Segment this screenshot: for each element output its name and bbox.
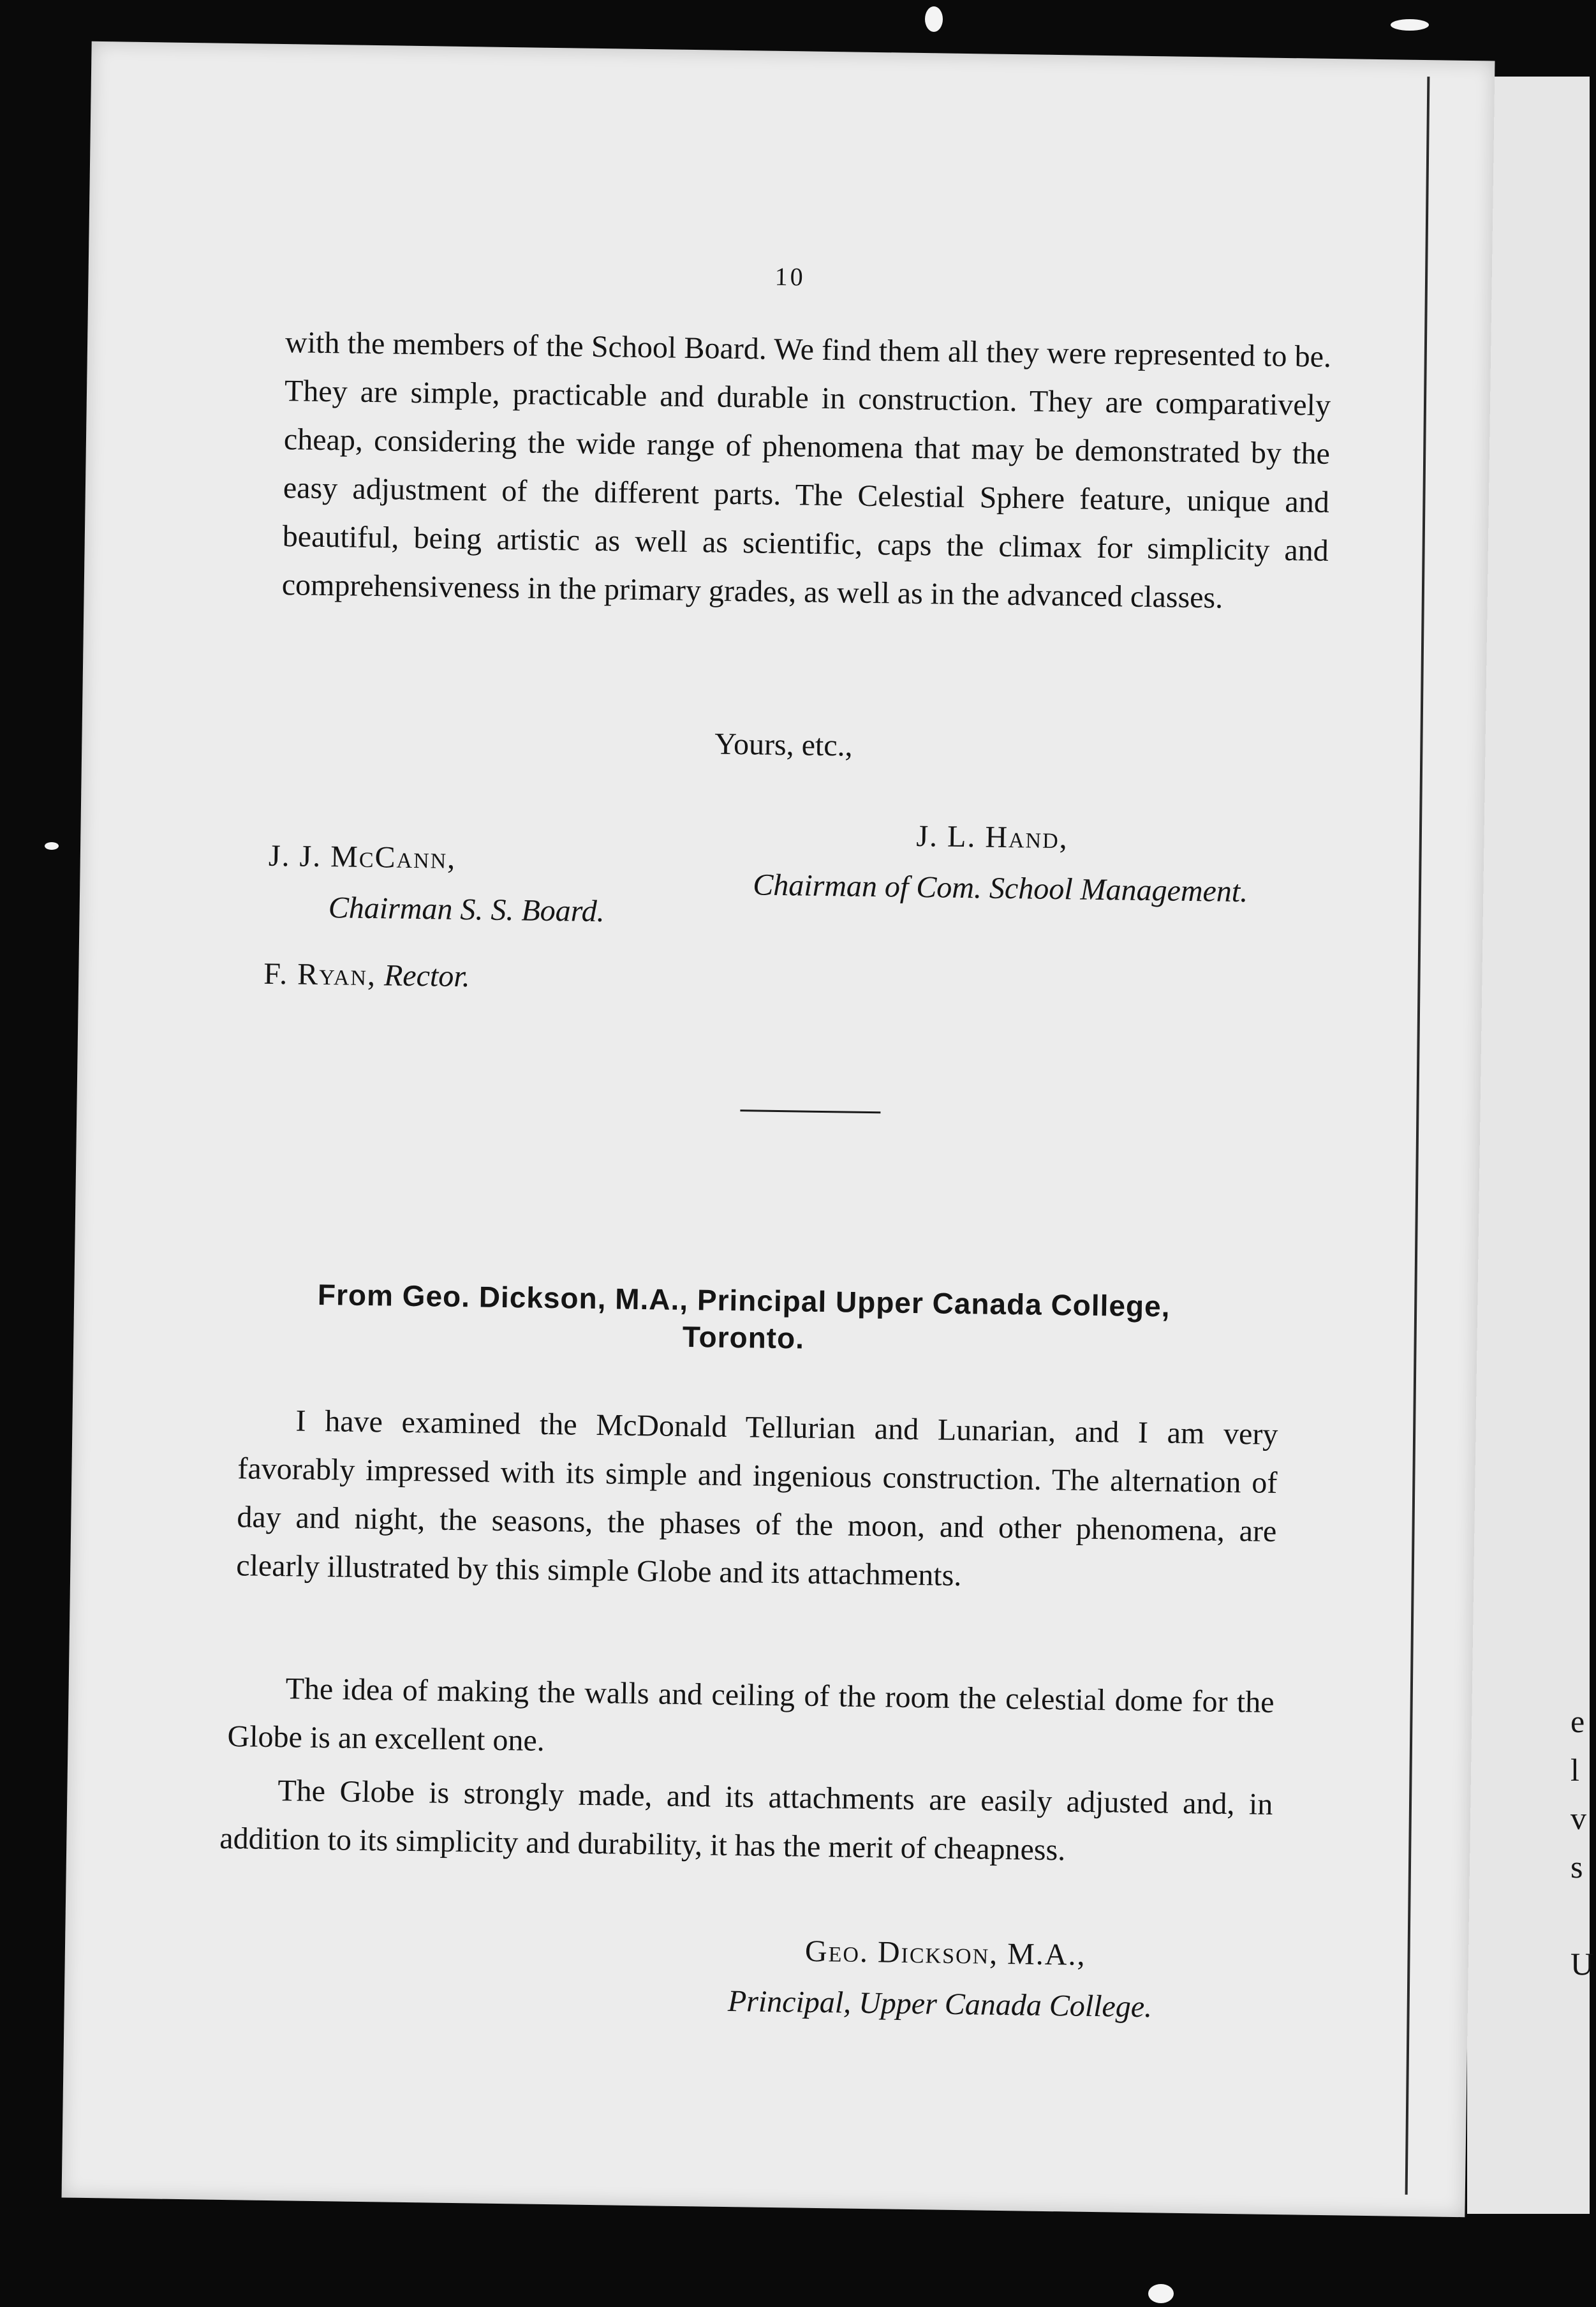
signature-dickson-name <box>805 1934 1086 1973</box>
letter-closing: Yours, etc., <box>714 727 853 763</box>
adjacent-page-letters <box>1570 1697 1596 1988</box>
signature-hand-name <box>916 819 1068 856</box>
signature-mccann-name <box>269 838 457 876</box>
dickson-paragraph-3: The Globe is strongly made, and its attachments are easily adjusted and, in addition to its simplicity and durability, it has the merit of cheapness. <box>219 1774 1273 1867</box>
adjacent-letter: v <box>1570 1800 1586 1836</box>
signatory-name: Geo. Dickson, M.A., <box>804 1934 1086 1972</box>
signatory-name: J. J. McCann, <box>268 838 457 875</box>
adjacent-letter: e <box>1570 1703 1585 1739</box>
signature-dickson-title: Principal, Upper Canada College. <box>727 1984 1153 2024</box>
signatory-name: J. L. Hand, <box>916 819 1069 856</box>
letter-paragraph: with the members of the School Board. We find them all they were represented to be. They are simple, practicable and durable in construction. They are comparatively cheap, considering the wide range of phenomena that may be demonstrated by the easy adjustment of the different parts. The Celestial Sphere feature, unique and beautiful, being artistic as well as scientific, caps the climax for simplicity and comprehensiveness in the primary grades, as well as in the advanced classes. <box>281 325 1332 615</box>
signature-ryan <box>263 956 470 995</box>
document-page <box>62 41 1495 2217</box>
adjacent-letter: s <box>1570 1849 1583 1885</box>
section-divider <box>740 1109 880 1113</box>
signature-mccann-title: Chairman S. S. Board. <box>328 891 605 929</box>
adjacent-letter: U <box>1570 1946 1594 1982</box>
scan-speck <box>45 842 59 850</box>
dickson-paragraph-2: The idea of making the walls and ceiling of the room the celestial dome for the Globe is an excellent one. <box>227 1672 1275 1758</box>
section-heading: From Geo. Dickson, M.A., Principal Upper Canada College, Toronto. <box>317 1277 1171 1355</box>
dickson-paragraph-1: I have examined the McDonald Tellurian and Lunarian, and I am very favorably impressed with its simple and ingenious construction. The alternation of day and night, the seasons, the phases of the moon, and other phenomena, are clearly illustrated by this simple Globe and its attachments. <box>236 1404 1278 1593</box>
signature-hand-title: Chairman of Com. School Management. <box>752 868 1248 909</box>
signatory-title: Rector. <box>383 958 471 994</box>
scan-speck <box>1148 2284 1174 2303</box>
scan-speck <box>925 6 943 32</box>
signatory-name: F. Ryan, <box>263 956 377 993</box>
page-number: 10 <box>774 262 806 292</box>
adjacent-letter: l <box>1570 1752 1579 1788</box>
scan-speck <box>1391 19 1429 31</box>
